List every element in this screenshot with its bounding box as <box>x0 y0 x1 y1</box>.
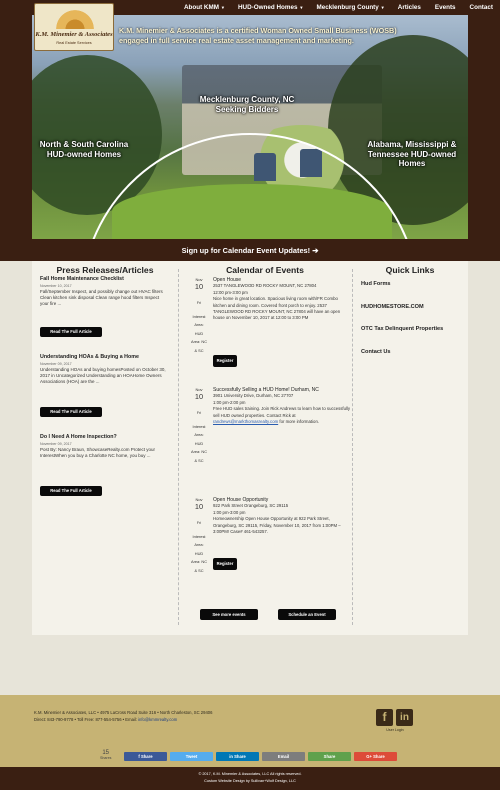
press-item-date: November 10, 2017 <box>40 283 72 288</box>
event-day: 10 <box>194 392 204 401</box>
press-item-date: November 09, 2017 <box>40 441 72 446</box>
event-date <box>191 277 207 355</box>
contact-email-link[interactable]: randrews@markthomasrealty.com <box>213 419 279 425</box>
press-item-title[interactable]: Do I Need A Home Inspection? <box>40 434 117 440</box>
press-item-excerpt: Understanding HOAs and buying homesPosted on October 30, 2017 in Uncategorized Understanding an HOAHome Owners Associations (HOA) are the ... <box>40 366 166 385</box>
press-item <box>40 354 168 386</box>
press-item-title[interactable]: Understanding HOAs & Buying a Home <box>40 354 139 360</box>
read-full-article-button[interactable]: Read The Full Article <box>40 327 102 337</box>
hero-tagline: K.M. Minemier & Associates is a certified Woman Owned Small Business (WOSB) engaged in full service real estate asset management and marketing. <box>119 26 397 45</box>
nav-contact[interactable]: Contact <box>469 3 493 11</box>
chevron-down-icon: ▾ <box>381 4 384 10</box>
logo-name: K.M. Minemier & Associates <box>35 31 113 38</box>
region-mecklenburg[interactable]: Mecklenburg County, NC Seeking Bidders <box>199 95 295 114</box>
email-share-button[interactable]: Email <box>262 752 305 761</box>
event-title[interactable]: Open House <box>213 277 242 283</box>
press-item-excerpt: Post By: Nancy Braun, ShowcaseRealty.com Protect your InterestWhen you buy a Charlotte NC home, you buy ... <box>40 446 155 458</box>
event-details <box>213 277 351 322</box>
nav-mecklenburg-county[interactable]: Mecklenburg County ▾ <box>316 3 384 11</box>
event-details <box>213 387 351 425</box>
event-day: 10 <box>194 502 204 511</box>
press-title: Press Releases/Articles <box>56 265 154 275</box>
event-weekday: Fri <box>196 411 202 415</box>
footer-address: K.M. Minemier & Associates, LLC • 4975 LaCross Road Suite 316 • North Charleston, SC 29406 <box>34 710 213 715</box>
event-title[interactable]: Successfully Selling a HUD Home! Durham, NC <box>213 387 319 393</box>
read-full-article-button[interactable]: Read The Full Article <box>40 486 102 496</box>
logo-subtitle: Real Estate Services <box>56 41 92 45</box>
event-date <box>191 497 207 575</box>
event-weekday: Fri <box>196 301 202 305</box>
column-divider <box>178 269 179 625</box>
quick-link-hudhomestore[interactable]: HUDHOMESTORE.COM <box>361 304 424 310</box>
event-month: Nov <box>195 387 203 392</box>
event-time: 12:00 pm-3:00 pm <box>213 289 248 295</box>
press-item-date: November 09, 2017 <box>40 361 72 366</box>
event-time: 1:00 pm-2:00 pm <box>213 399 246 405</box>
calendar-title: Calendar of Events <box>226 265 304 275</box>
logo-sun-icon <box>53 7 97 29</box>
event-interest-area: Interest Area: HUD Area: NC & SC <box>191 534 207 573</box>
nav-about[interactable]: About KMM ▾ <box>183 3 224 11</box>
footer-contact: Direct: 843-790-9778 • Toll Free: 877-554-5756 • Email: info@kmmrealty.com <box>34 717 178 722</box>
register-button[interactable]: Register <box>213 355 237 367</box>
read-full-article-button[interactable]: Read The Full Article <box>40 407 102 417</box>
event-time: 1:00 pm-3:00 pm <box>213 509 246 515</box>
site-logo[interactable] <box>34 3 114 51</box>
nav-hud-owned-homes[interactable]: HUD-Owned Homes ▾ <box>237 3 303 11</box>
event-details <box>213 497 351 535</box>
event-item <box>191 277 351 373</box>
calendar-signup-banner[interactable] <box>0 245 500 261</box>
copyright-text: © 2017, K.M. Minemier & Associates, LLC All rights reserved. <box>198 772 302 776</box>
bottom-bar <box>0 767 500 790</box>
share-count: 15 Shares <box>100 750 112 760</box>
event-title[interactable]: Open House Opportunity <box>213 497 269 503</box>
press-item-title[interactable]: Fall Home Maintenance Checklist <box>40 276 124 282</box>
event-description: Homeownership Open House Opportunity at 922 Park Street, Orangeburg, SC 29115, Friday, November 10, 2017 from 1:00PM – 3:00PM! Case# 461-543257. <box>213 516 341 535</box>
main-content <box>32 261 468 635</box>
event-day: 10 <box>194 282 204 291</box>
linkedin-icon[interactable]: in <box>396 709 413 726</box>
quick-links-title: Quick Links <box>385 265 435 275</box>
facebook-share-button[interactable]: f Share <box>124 752 167 761</box>
register-button[interactable]: Register <box>213 558 237 570</box>
quick-link-hud-forms[interactable]: Hud Forms <box>361 281 391 287</box>
sign-in-icon: ➔ <box>312 246 319 255</box>
design-credit[interactable]: Custom Website Design by Sullivan+Wolf Design, LLC <box>204 779 296 783</box>
generic-share-button[interactable]: Share <box>308 752 351 761</box>
quick-link-otc-tax[interactable]: OTC Tax Delinquent Properties <box>361 326 444 332</box>
press-item <box>40 434 168 459</box>
schedule-event-button[interactable]: Schedule an Event <box>278 609 336 620</box>
user-login-link[interactable]: User Login <box>386 728 404 732</box>
chevron-down-icon: ▾ <box>300 4 303 10</box>
main-nav <box>177 0 500 14</box>
region-alabama-mississippi-tennessee[interactable]: Alabama, Mississippi & Tennessee HUD-owned Homes <box>367 140 457 168</box>
press-item-excerpt: Fall/September Inspect, and possibly change out HVAC filters Clean kitchen sink disposal Clean range hood filters Inspect your fire ... <box>40 288 163 307</box>
twitter-share-button[interactable]: Tweet <box>170 752 213 761</box>
event-description: Free HUD sales training. Join Rick Andrews to learn how to successfully sell HUD owned properties. Contact Rick at randrews@markthomasrealty.com for more information. <box>213 406 351 425</box>
footer-email-link[interactable]: info@kmmrealty.com <box>138 717 178 722</box>
facebook-icon[interactable]: f <box>376 709 393 726</box>
event-item <box>191 387 351 483</box>
event-month: Nov <box>195 497 203 502</box>
event-interest-area: Interest Area: HUD Area: NC & SC <box>191 424 207 463</box>
event-weekday: Fri <box>196 521 202 525</box>
event-item <box>191 497 351 593</box>
event-address: 922 Park Street Orangeburg, SC 29115 <box>213 503 289 509</box>
quick-link-contact-us[interactable]: Contact Us <box>361 349 391 355</box>
event-address: 2537 TANGLEWOOD RD ROCKY MOUNT, NC 27804 <box>213 283 317 289</box>
event-date <box>191 387 207 465</box>
region-north-south-carolina[interactable]: North & South Carolina HUD-owned Homes <box>39 140 129 159</box>
linkedin-share-button[interactable]: in Share <box>216 752 259 761</box>
event-interest-area: Interest Area: HUD Area: NC & SC <box>191 314 207 353</box>
footer <box>0 695 500 767</box>
press-item <box>40 276 168 308</box>
nav-events[interactable]: Events <box>434 3 456 11</box>
chevron-down-icon: ▾ <box>221 4 224 10</box>
event-description: Nice home in great location. Spacious living room with/FR Combo kitchen and dining room. Covered front porch to enjoy. 2537 TANGLEWOOD RD ROCKY MOUNT, NC 27804 will have an open house on November 10, 2017 at 12:00 to 3:00 PM <box>213 296 341 321</box>
signup-label: Sign up for Calendar Event Updates! <box>181 246 311 255</box>
event-address: 3901 University Drive, Durham, NC 27707 <box>213 393 294 399</box>
header <box>0 0 500 245</box>
column-divider <box>352 269 353 625</box>
googleplus-share-button[interactable]: G+ Share <box>354 752 397 761</box>
nav-articles[interactable]: Articles <box>397 3 421 11</box>
see-more-events-button[interactable]: See more events <box>200 609 258 620</box>
event-month: Nov <box>195 277 203 282</box>
